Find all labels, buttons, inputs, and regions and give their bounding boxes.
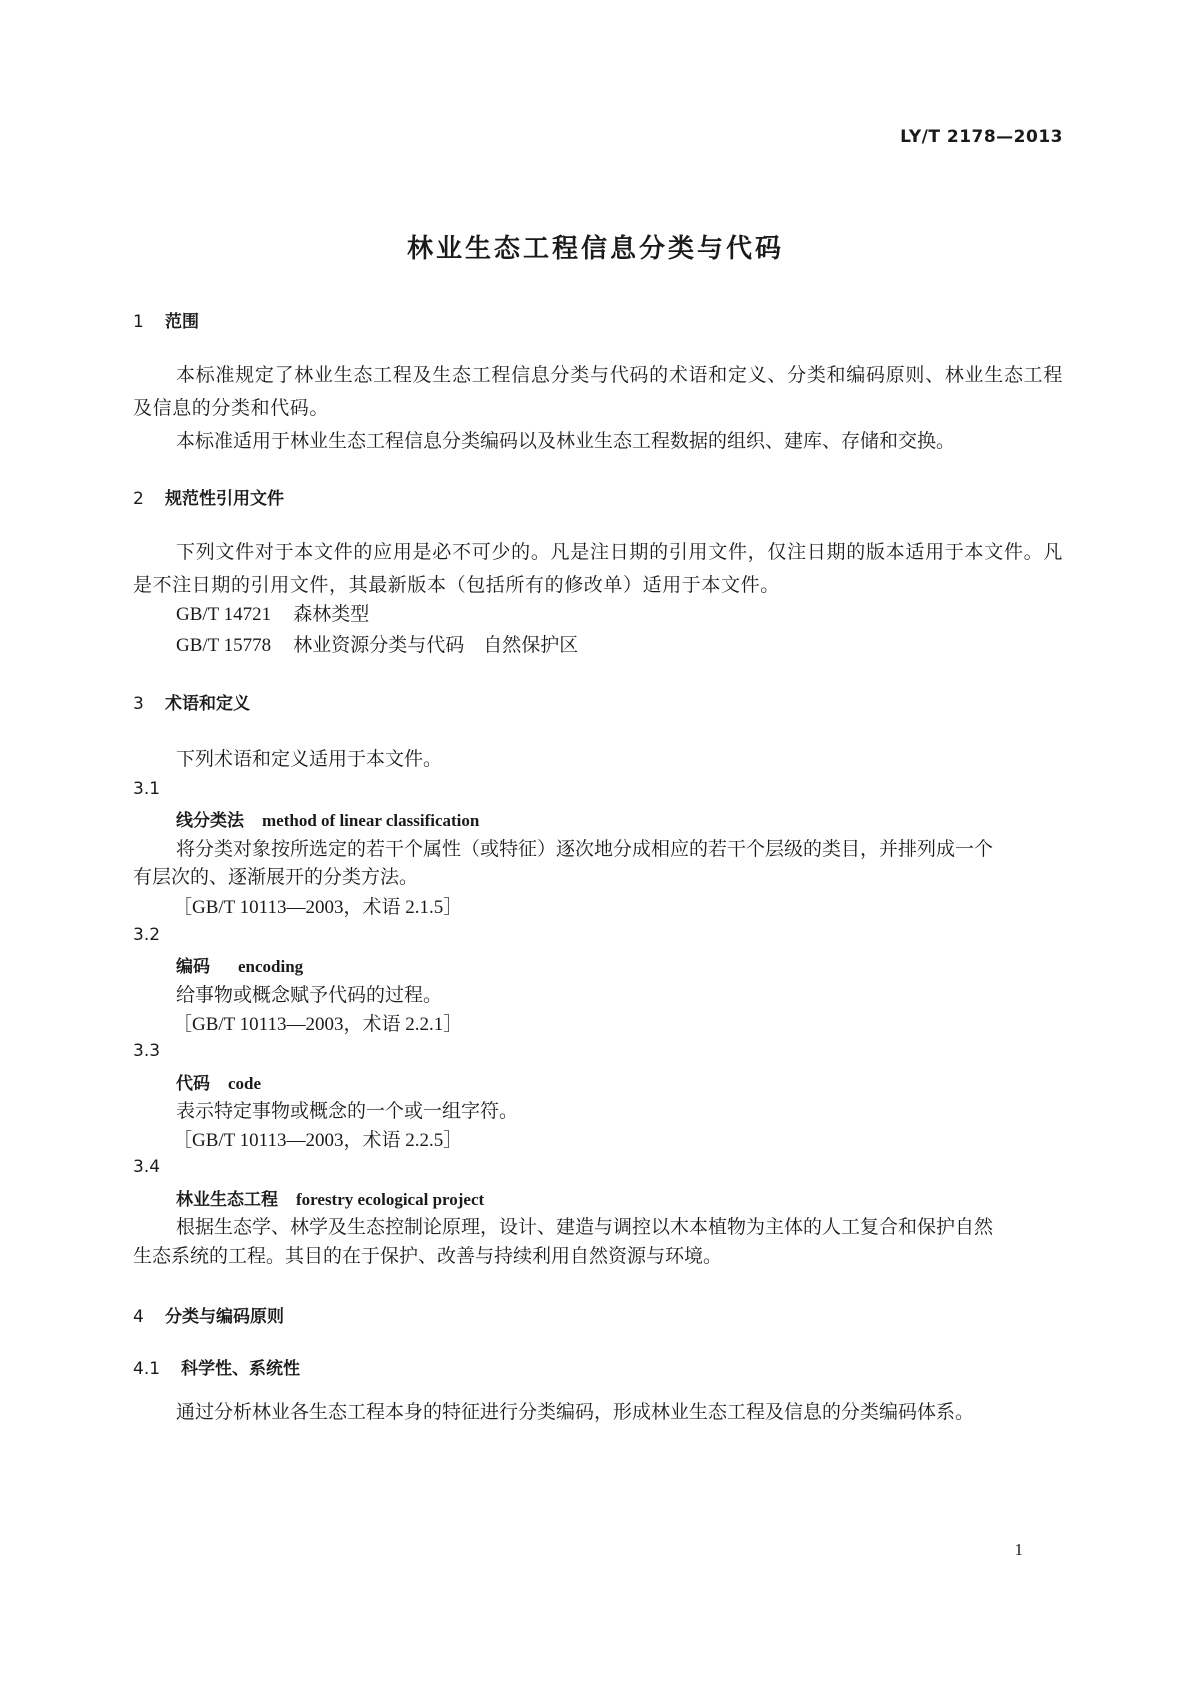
section-2-paragraph: 下列文件对于本文件的应用是必不可少的。凡是注日期的引用文件，仅注日期的版本适用于本文件。凡是不注日期的引用文件，其最新版本（包括所有的修改单）适用于本文件。	[133, 542, 1063, 596]
term-definition: 给事物或概念赋予代码的过程。	[176, 985, 443, 1006]
section-title: 范围	[165, 312, 199, 332]
reference-code: GB/T 15778	[176, 635, 272, 656]
subsection-title: 科学性、系统性	[181, 1359, 300, 1379]
section-3-heading	[133, 689, 250, 714]
term-heading	[176, 806, 479, 831]
term-en: method of linear classification	[262, 811, 480, 830]
term-source: ［GB/T 10113—2003，术语 2.2.5］	[173, 1130, 463, 1151]
term-definition: 将分类对象按所选定的若干个属性（或特征）逐次地分成相应的若干个层级的类目，并排列成一个	[176, 839, 994, 860]
section-title: 分类与编码原则	[165, 1307, 284, 1327]
standard-number: LY/T 2178—2013	[900, 127, 1063, 147]
term-definition: 生态系统的工程。其目的在于保护、改善与持续利用自然资源与环境。	[133, 1246, 723, 1267]
clause-number: 3.1	[133, 779, 161, 799]
section-number: 1	[133, 312, 144, 332]
term-zh: 编码	[176, 957, 210, 977]
section-number: 3	[133, 694, 144, 714]
document-title: 林业生态工程信息分类与代码	[406, 234, 784, 264]
section-1-paragraph: 本标准规定了林业生态工程及生态工程信息分类与代码的术语和定义、分类和编码原则、林业生态工程及信息的分类和代码。	[133, 365, 1063, 419]
section-2-heading	[133, 484, 284, 509]
section-title: 术语和定义	[165, 694, 250, 714]
term-heading	[176, 1185, 484, 1210]
section-1-heading	[133, 307, 199, 332]
term-zh: 代码	[176, 1074, 210, 1094]
term-heading	[176, 1069, 261, 1094]
section-4-heading	[133, 1302, 284, 1327]
normative-reference	[176, 599, 369, 626]
term-heading	[176, 952, 303, 977]
term-definition: 根据生态学、林学及生态控制论原理，设计、建造与调控以木本植物为主体的人工复合和保护自然	[176, 1217, 994, 1238]
term-source: ［GB/T 10113—2003，术语 2.2.1］	[173, 1014, 463, 1035]
term-definition: 表示特定事物或概念的一个或一组字符。	[176, 1101, 519, 1122]
page-number: 1	[1014, 1540, 1023, 1559]
clause-number: 3.3	[133, 1041, 161, 1061]
section-4-paragraph: 通过分析林业各生态工程本身的特征进行分类编码，形成林业生态工程及信息的分类编码体系。	[176, 1402, 975, 1423]
reference-title: 林业资源分类与代码 自然保护区	[293, 635, 579, 656]
term-en: forestry ecological project	[296, 1190, 485, 1209]
clause-number: 3.4	[133, 1157, 161, 1177]
subsection-number: 4.1	[133, 1359, 161, 1379]
term-en: encoding	[238, 957, 304, 976]
section-title: 规范性引用文件	[165, 489, 284, 509]
section-1-paragraph: 本标准适用于林业生态工程信息分类编码以及林业生态工程数据的组织、建库、存储和交换。	[176, 431, 956, 452]
term-en: code	[228, 1074, 262, 1093]
subsection-4-1-heading	[133, 1354, 300, 1379]
reference-code: GB/T 14721	[176, 604, 272, 625]
term-zh: 线分类法	[176, 811, 244, 831]
reference-title: 森林类型	[293, 604, 370, 625]
term-source: ［GB/T 10113—2003，术语 2.1.5］	[173, 897, 463, 918]
section-number: 4	[133, 1307, 144, 1327]
section-3-intro: 下列术语和定义适用于本文件。	[176, 749, 443, 770]
term-zh: 林业生态工程	[176, 1190, 278, 1210]
section-number: 2	[133, 489, 144, 509]
term-definition: 有层次的、逐渐展开的分类方法。	[133, 867, 419, 888]
clause-number: 3.2	[133, 925, 161, 945]
normative-reference	[176, 630, 578, 657]
